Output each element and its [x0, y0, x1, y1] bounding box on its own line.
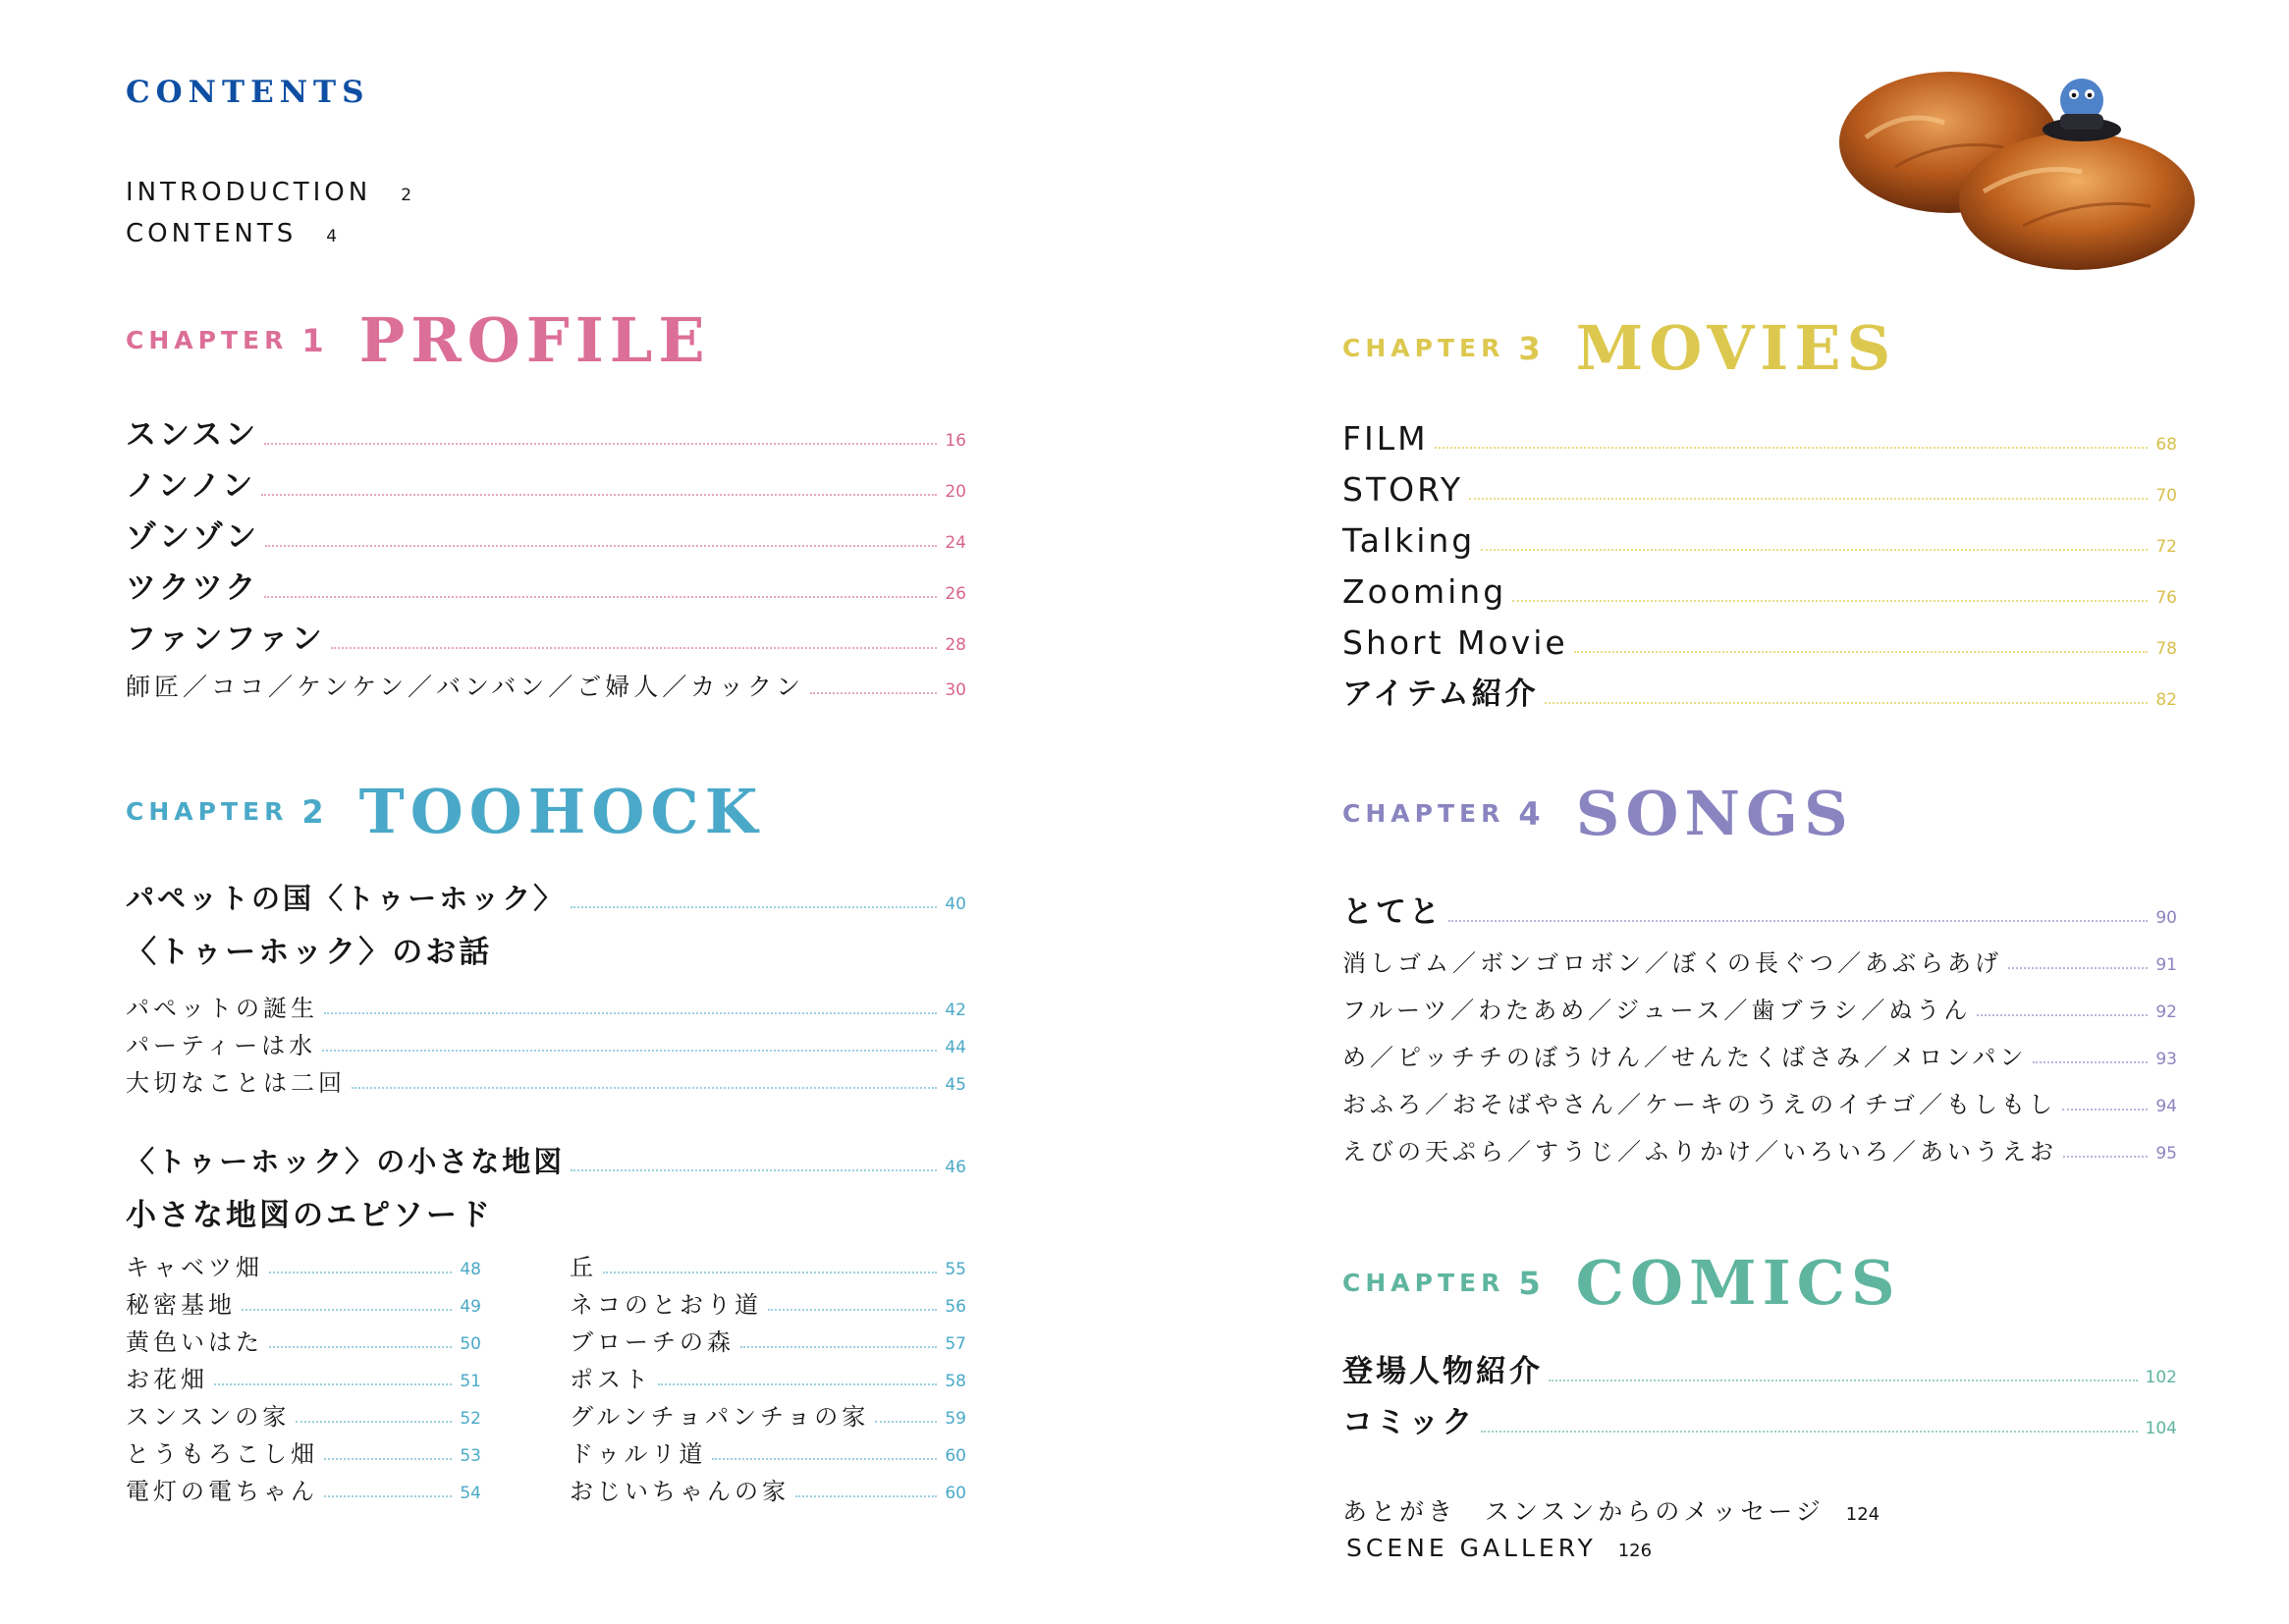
chapter-number: 4: [1518, 794, 1541, 833]
toc-row[interactable]: [126, 1133, 966, 1180]
toc-row-page: 60: [945, 1446, 966, 1466]
front-item-page: 4: [326, 227, 339, 246]
toc-row-label: キャベツ畑: [126, 1254, 263, 1281]
toc-row[interactable]: [126, 505, 966, 556]
toc-row-page: 76: [2155, 588, 2177, 608]
leader-dots: [331, 647, 938, 649]
back-item-label: あとがき スンスンからのメッセージ: [1342, 1497, 1825, 1526]
leader-dots: [603, 1272, 937, 1273]
leader-dots: [324, 1012, 937, 1014]
toc-row-page: 57: [945, 1334, 966, 1354]
leader-dots: [571, 1169, 937, 1171]
leader-dots: [571, 906, 937, 908]
back-item-afterword[interactable]: [1342, 1492, 1880, 1528]
toc-row-label: 〈トゥーホック〉の小さな地図: [126, 1145, 566, 1178]
toc-row-page: 44: [945, 1038, 966, 1057]
toc-row[interactable]: [570, 1282, 966, 1320]
toc-row-page: 52: [460, 1409, 481, 1429]
toc-row[interactable]: [1342, 1119, 2177, 1166]
toc-row-page: 94: [2155, 1097, 2177, 1116]
toc-row-label: STORY: [1342, 470, 1464, 509]
chapter2-header: [126, 776, 764, 847]
front-item-label: INTRODUCTION: [126, 178, 372, 207]
leader-dots: [2008, 967, 2148, 969]
toc-row-label: おじいちゃんの家: [570, 1478, 790, 1505]
chapter5-header: [1342, 1247, 1901, 1319]
leader-dots: [264, 596, 937, 598]
toc-row-label: 登場人物紹介: [1342, 1354, 1543, 1389]
toc-row-page: 82: [2155, 690, 2177, 710]
toc-row[interactable]: [1342, 882, 2177, 931]
toc-row-page: 30: [945, 680, 966, 700]
toc-row-label: 電灯の電ちゃん: [126, 1478, 318, 1505]
toc-row-label: ノンノン: [126, 468, 256, 504]
toc-row[interactable]: [126, 1432, 481, 1469]
toc-row[interactable]: [126, 403, 966, 454]
story-list: [126, 986, 966, 1098]
toc-row[interactable]: [1342, 406, 2177, 458]
toc-row-page: 90: [2155, 908, 2177, 928]
toc-row-page: 40: [945, 894, 966, 914]
toc-row-label: 大切なことは二回: [126, 1069, 346, 1097]
chapter2-map-row: [126, 1133, 966, 1180]
toc-row-label: えびの天ぷら／すうじ／ふりかけ／いろいろ／あいうえお: [1342, 1138, 2057, 1165]
toc-row-label: グルンチョパンチョの家: [570, 1403, 870, 1431]
leader-dots: [1977, 1014, 2148, 1016]
toc-row-page: 58: [945, 1372, 966, 1391]
toc-row[interactable]: [1342, 560, 2177, 611]
leader-dots: [2033, 1061, 2148, 1063]
toc-row-page: 54: [460, 1484, 481, 1503]
toc-row-page: 51: [460, 1372, 481, 1391]
toc-row-page: 102: [2145, 1368, 2177, 1387]
toc-row[interactable]: [126, 1060, 966, 1098]
toc-row[interactable]: [1342, 611, 2177, 662]
toc-row[interactable]: [1342, 1339, 2177, 1390]
toc-row[interactable]: [570, 1320, 966, 1357]
chapter-number: 5: [1518, 1264, 1541, 1302]
story-subheading: 〈トゥーホック〉のお話: [126, 935, 493, 970]
toc-row[interactable]: [1342, 1025, 2177, 1072]
toc-row-page: 104: [2145, 1419, 2177, 1438]
toc-row-page: 68: [2155, 435, 2177, 455]
chapter-title: PROFILE: [358, 304, 711, 376]
toc-row-label: ネコのとおり道: [570, 1291, 762, 1319]
contents-title: CONTENTS: [126, 75, 370, 110]
leader-dots: [1481, 549, 2148, 551]
toc-row-label: 秘密基地: [126, 1291, 236, 1319]
chapter-title: TOOHOCK: [358, 776, 764, 847]
toc-row-label: め／ピッチチのぼうけん／せんたくばさみ／メロンパン: [1342, 1044, 2028, 1071]
toc-row[interactable]: [126, 1394, 481, 1432]
front-item-contents[interactable]: [126, 214, 338, 256]
toc-row-page: 95: [2155, 1144, 2177, 1164]
toc-row-page: 28: [945, 635, 966, 655]
leader-dots: [296, 1421, 452, 1423]
toc-row[interactable]: [126, 1469, 481, 1506]
toc-row-label: パペットの国〈トゥーホック〉: [126, 882, 566, 915]
toc-row-label: スンスン: [126, 417, 259, 453]
toc-row-label: パーティーは水: [126, 1032, 317, 1059]
toc-row[interactable]: [126, 986, 966, 1023]
toc-row-page: 49: [460, 1297, 481, 1317]
leader-dots: [658, 1383, 937, 1385]
toc-row[interactable]: [1342, 931, 2177, 978]
leader-dots: [261, 494, 937, 496]
leader-dots: [214, 1383, 452, 1385]
back-item-page: 126: [1617, 1541, 1653, 1561]
leader-dots: [1512, 600, 2148, 602]
chapter-number: 2: [301, 792, 324, 831]
toc-row-label: パペットの誕生: [126, 995, 318, 1022]
chapter-label: CHAPTER: [126, 797, 289, 826]
toc-row-page: 26: [945, 584, 966, 604]
toc-row-label: アイテム紹介: [1342, 677, 1539, 712]
leader-dots: [352, 1087, 937, 1089]
back-item-label: SCENE GALLERY: [1346, 1534, 1597, 1562]
toc-row-page: 42: [945, 1001, 966, 1020]
toc-row-page: 56: [945, 1297, 966, 1317]
toc-row[interactable]: [1342, 662, 2177, 713]
toc-row[interactable]: [126, 1357, 481, 1394]
front-item-label: CONTENTS: [126, 219, 298, 248]
leader-dots: [768, 1309, 937, 1311]
chapter-title: SONGS: [1575, 778, 1854, 849]
toc-row-label: FILM: [1342, 419, 1429, 458]
chapter3-list: [1342, 406, 2177, 713]
chapter2-country-row: [126, 870, 966, 917]
leader-dots: [324, 1495, 452, 1497]
toc-row[interactable]: [126, 870, 966, 917]
leader-dots: [1435, 447, 2149, 449]
leader-dots: [324, 1458, 452, 1460]
toc-row-label: ポスト: [570, 1366, 652, 1393]
toc-row-page: 60: [945, 1484, 966, 1503]
chapter1-list: [126, 403, 966, 703]
chapter-label: CHAPTER: [1342, 799, 1505, 828]
toc-row-label: Zooming: [1342, 572, 1507, 611]
leader-dots: [810, 692, 937, 694]
toc-row-label: とてと: [1342, 894, 1443, 930]
toc-row-label: 丘: [570, 1254, 597, 1281]
toc-row-label: おふろ／おそばやさん／ケーキのうえのイチゴ／もしもし: [1342, 1091, 2057, 1118]
chapter4-header: [1342, 778, 1854, 849]
leader-dots: [1448, 920, 2148, 922]
leader-dots: [875, 1421, 937, 1423]
toc-row-label: コミック: [1342, 1405, 1476, 1440]
leader-dots: [2062, 1109, 2148, 1110]
leader-dots: [1545, 702, 2149, 704]
bread-rolls-illustration: [1836, 69, 2209, 275]
toc-row-label: ツクツク: [126, 570, 259, 606]
toc-row-label: スンスンの家: [126, 1403, 291, 1431]
chapter-label: CHAPTER: [126, 326, 289, 354]
toc-row[interactable]: [126, 1320, 481, 1357]
chapter-number: 1: [301, 321, 324, 359]
chapter-label: CHAPTER: [1342, 334, 1505, 362]
chapter5-list: [1342, 1339, 2177, 1441]
leader-dots: [242, 1309, 452, 1311]
toc-row[interactable]: [570, 1357, 966, 1394]
leader-dots: [269, 1346, 452, 1348]
episodes-right-list: [570, 1245, 966, 1506]
toc-row-label: お花畑: [126, 1366, 208, 1393]
chapter-number: 3: [1518, 329, 1541, 367]
toc-row-page: 46: [945, 1158, 966, 1177]
toc-row-label: Short Movie: [1342, 623, 1568, 662]
toc-row[interactable]: [1342, 1072, 2177, 1119]
toc-row[interactable]: [126, 454, 966, 505]
chapter-title: MOVIES: [1575, 312, 1897, 384]
toc-row-page: 55: [945, 1260, 966, 1279]
toc-row[interactable]: [126, 556, 966, 607]
toc-row[interactable]: [126, 658, 966, 703]
episode-subheading: 小さな地図のエピソード: [126, 1198, 493, 1233]
toc-row-page: 24: [945, 533, 966, 553]
toc-row[interactable]: [1342, 509, 2177, 560]
toc-row-page: 93: [2155, 1050, 2177, 1069]
toc-row-label: ブローチの森: [570, 1328, 735, 1356]
leader-dots: [1574, 651, 2149, 653]
toc-row[interactable]: [126, 1023, 966, 1060]
leader-dots: [740, 1346, 937, 1348]
toc-row[interactable]: [126, 1245, 481, 1282]
chapter4-list: [1342, 882, 2177, 1166]
toc-row-label: 消しゴム／ボンゴロボン／ぼくの長ぐつ／あぶらあげ: [1342, 949, 2002, 977]
toc-row-page: 53: [460, 1446, 481, 1466]
front-item-page: 2: [401, 186, 413, 205]
toc-row-label: フルーツ／わたあめ／ジュース／歯ブラシ／ぬうん: [1342, 997, 1972, 1024]
chapter1-header: [126, 304, 711, 376]
toc-row[interactable]: [570, 1394, 966, 1432]
toc-row-page: 78: [2155, 639, 2177, 659]
toc-row-label: Talking: [1342, 521, 1476, 560]
leader-dots: [264, 443, 937, 445]
leader-dots: [1481, 1431, 2137, 1433]
toc-row[interactable]: [1342, 978, 2177, 1025]
toc-row-page: 59: [945, 1409, 966, 1429]
toc-row[interactable]: [570, 1245, 966, 1282]
toc-row-label: とうもろこし畑: [126, 1440, 318, 1468]
toc-row[interactable]: [570, 1469, 966, 1506]
leader-dots: [712, 1458, 937, 1460]
chapter3-header: [1342, 312, 1896, 384]
episodes-left-list: [126, 1245, 481, 1506]
toc-row[interactable]: [570, 1432, 966, 1469]
toc-row-label: ファンファン: [126, 622, 325, 657]
toc-row-label: 師匠／ココ／ケンケン／バンバン／ご婦人／カックン: [126, 673, 805, 701]
toc-row-page: 70: [2155, 486, 2177, 506]
front-item-introduction[interactable]: [126, 173, 412, 215]
leader-dots: [265, 545, 937, 547]
back-item-page: 124: [1845, 1504, 1880, 1525]
toc-row-label: ゾンゾン: [126, 519, 259, 555]
toc-row[interactable]: [126, 607, 966, 658]
toc-row-page: 91: [2155, 955, 2177, 975]
toc-row-label: 黄色いはた: [126, 1328, 263, 1356]
toc-row-page: 92: [2155, 1002, 2177, 1022]
toc-row[interactable]: [1342, 458, 2177, 509]
toc-row-page: 50: [460, 1334, 481, 1354]
toc-row-label: ドゥルリ道: [570, 1440, 707, 1468]
leader-dots: [322, 1050, 937, 1052]
leader-dots: [795, 1495, 937, 1497]
chapter-title: COMICS: [1575, 1247, 1901, 1319]
toc-row[interactable]: [1342, 1390, 2177, 1441]
leader-dots: [269, 1272, 452, 1273]
leader-dots: [1469, 498, 2148, 500]
chapter-label: CHAPTER: [1342, 1269, 1505, 1297]
toc-row-page: 45: [945, 1075, 966, 1095]
leader-dots: [1549, 1380, 2138, 1381]
leader-dots: [2063, 1156, 2148, 1158]
back-item-scene-gallery[interactable]: [1346, 1534, 1652, 1562]
toc-row[interactable]: [126, 1282, 481, 1320]
toc-row-page: 20: [945, 482, 966, 502]
toc-row-page: 48: [460, 1260, 481, 1279]
toc-row-page: 16: [945, 431, 966, 451]
toc-row-page: 72: [2155, 537, 2177, 557]
